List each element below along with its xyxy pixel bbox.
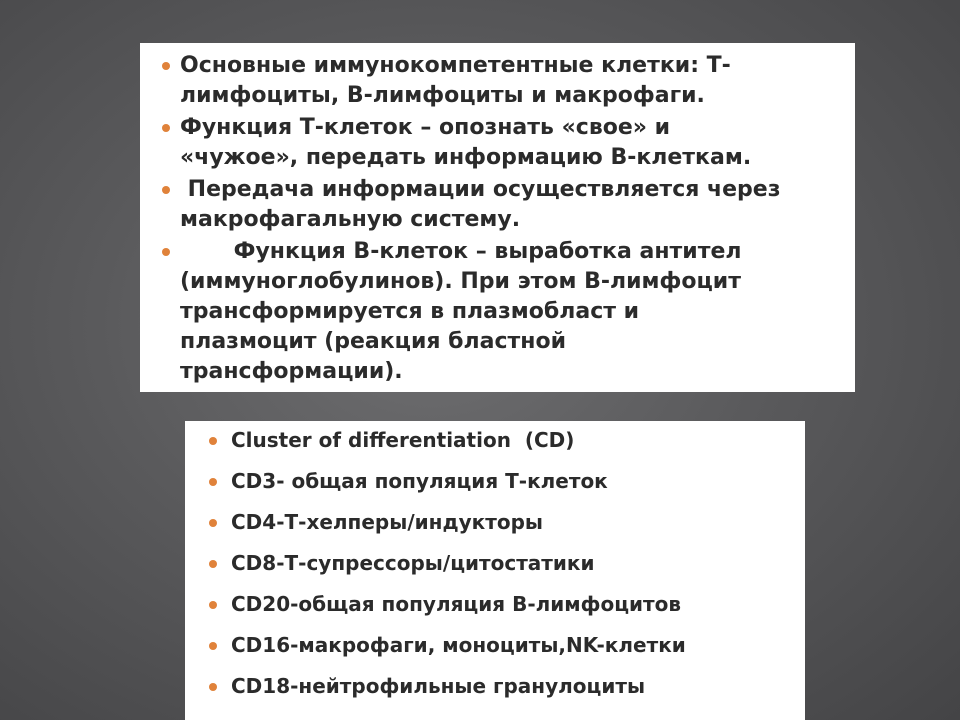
list-item-text: CD20-общая популяция В-лимфоцитов (231, 592, 682, 616)
bullet-dot-icon (209, 601, 217, 609)
list-item-text: CD3- общая популяция Т-клеток (231, 469, 608, 493)
list-item-text: Функция В-клеток – выработка антител (иммуноглобулинов). При этом В-лимфоцит трансформируется в плазмобласт и плазмоцит (реакция бластной трансформации). (180, 239, 742, 384)
list-item-text: Cluster of differentiation (CD) (231, 428, 575, 452)
list-item-text: CD16-макрофаги, моноциты,NK-клетки (231, 633, 686, 657)
bullet-dot-icon (209, 478, 217, 486)
list-item-text: CD4-Т-хелперы/индукторы (231, 510, 543, 534)
list-item (162, 51, 845, 111)
list-item-text: CD8-Т-супрессоры/цитостатики (231, 551, 595, 575)
list-item (209, 509, 795, 536)
list-item (209, 427, 795, 454)
list-item-text: CD18-нейтрофильные гранулоциты (231, 674, 646, 698)
bullet-dot-icon (162, 186, 170, 194)
cd-markers-panel (185, 421, 805, 720)
bullet-dot-icon (162, 62, 170, 70)
bullet-dot-icon (162, 124, 170, 132)
bullet-dot-icon (209, 519, 217, 527)
list-item-text: Функция Т-клеток – опознать «свое» и «чужое», передать информацию В-клеткам. (180, 115, 752, 170)
list-item (209, 468, 795, 495)
list-item-text: Передача информации осуществляется через макрофагальную систему. (180, 177, 781, 232)
bullet-dot-icon (162, 248, 170, 256)
bullet-dot-icon (209, 642, 217, 650)
list-item (209, 632, 795, 659)
immune-cells-text-panel (140, 43, 855, 392)
list-item (162, 175, 845, 235)
cd-markers-bullet-list (209, 427, 795, 700)
list-item (209, 550, 795, 577)
list-item (209, 673, 795, 700)
immune-cells-bullet-list (162, 51, 845, 387)
list-item (162, 237, 845, 387)
list-item-text: Основные иммунокомпетентные клетки: Т- лимфоциты, В-лимфоциты и макрофаги. (180, 53, 731, 108)
bullet-dot-icon (209, 437, 217, 445)
list-item (209, 591, 795, 618)
list-item (162, 113, 845, 173)
bullet-dot-icon (209, 683, 217, 691)
bullet-dot-icon (209, 560, 217, 568)
